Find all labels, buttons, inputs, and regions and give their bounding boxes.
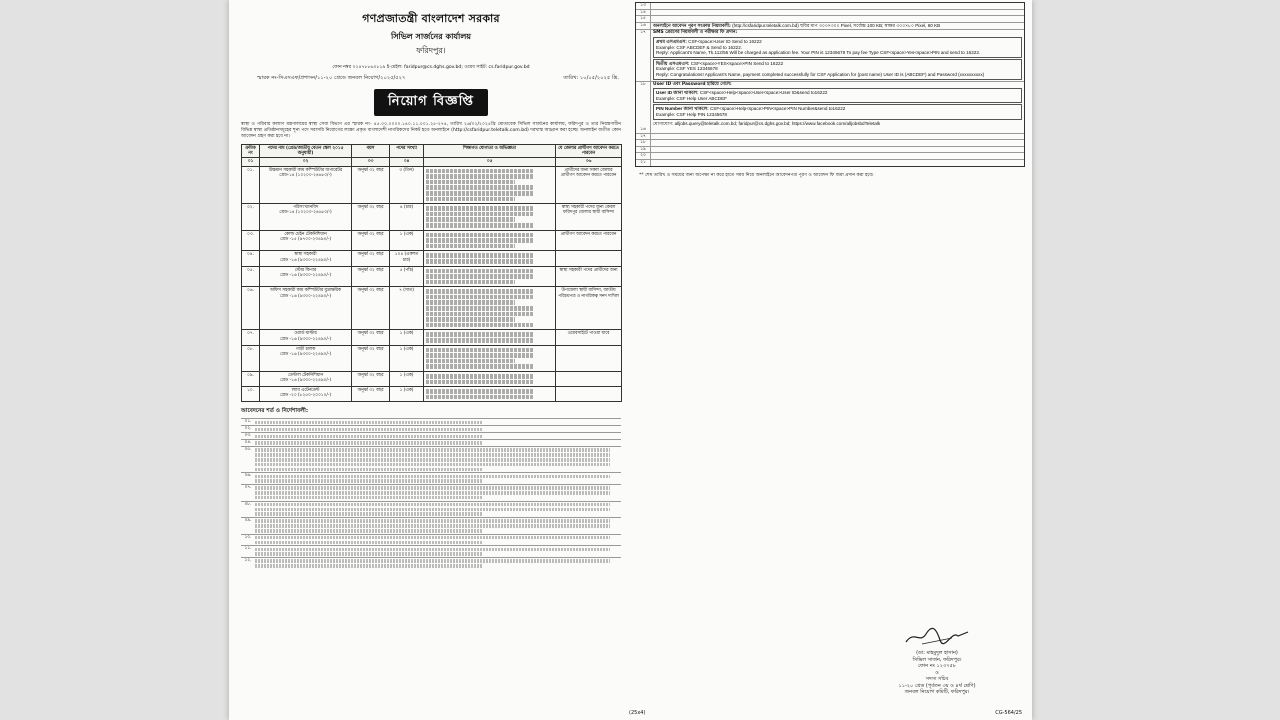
contact-line: যোগাযোগ: alljobs.query@teletalk.com.bd; faridpur@cs.dghs.gov.bd; https://www.facebook.com/alljobsbdTeletalk	[653, 120, 881, 126]
colnum: ০২	[260, 158, 352, 166]
condition-number: ০৬.	[244, 473, 252, 479]
conditions-list	[237, 418, 625, 569]
row-count: ১ (এক)	[390, 330, 424, 345]
condition-item	[241, 484, 621, 501]
condition-item	[241, 534, 621, 546]
condition-number: ০৯.	[244, 518, 252, 524]
row-qualification	[424, 287, 556, 330]
row-number: ১৫	[636, 16, 651, 22]
sms1-example: Example: CSF ABCDEF & Send to 16222.	[656, 44, 743, 50]
deadline-note: ** শেষ তারিখ ও সময়ের জন্য অপেক্ষা না করে হাতে সময় নিয়ে অনলাইনে আবেদনপত্র পূরণ ও আবেদন ফি জমা প্রদান করা হবে।	[639, 172, 874, 178]
signature-block	[882, 626, 992, 696]
row-number: ১৬	[636, 127, 651, 133]
sms2-reply: Reply: Congratulations! Applicant's Name, payment completed successfully for CSF Application for (post name) User ID is (ABCDEF) and Password (xxxxxxxxxx)	[656, 71, 985, 77]
row-number: ১৭	[636, 134, 651, 140]
row-eligible	[556, 372, 622, 387]
table-row	[242, 204, 622, 230]
row-age: অনূর্ধ্ব ৩২ বছর	[352, 251, 390, 266]
signatory-conj: ও	[935, 669, 939, 676]
condition-item	[241, 557, 621, 569]
row-qualification	[424, 204, 556, 230]
lost-pin-command: CSF<space>Help<space>PIN<space>PIN Number&send to16222	[709, 106, 846, 112]
instruction-row	[636, 152, 1024, 159]
row-serial: ০৩.	[242, 230, 260, 251]
colnum: ০৪	[390, 158, 424, 166]
row-eligible: স্বাস্থ্য সহকারী পদের প্রার্থীদের জন্য	[556, 266, 622, 287]
row-serial: ০১.	[242, 166, 260, 204]
row-age: অনূর্ধ্ব ৩২ বছর	[352, 287, 390, 330]
row-number: ১৭	[636, 30, 651, 80]
lost-user-command: CSF<space>Help<space>User<space>User ID&send to16222	[699, 90, 828, 96]
row-eligible	[556, 251, 622, 266]
instruction-row	[636, 15, 1024, 22]
row-post: ডেন্টাল টেকনিশিয়ান গ্রেড -১৬ (৯৩০০-২২৪৯০/-)	[260, 372, 352, 387]
row-count: ১০৪ (একশত চার)	[390, 251, 424, 266]
row-number: ২১	[636, 160, 651, 166]
row-post: গাড়ী চালক গ্রেড -১৬ (৯৩০০-২২৪৯০/-)	[260, 345, 352, 371]
sms2-label: দ্বিতীয় এসএমএস:	[656, 60, 690, 66]
row-eligible	[556, 345, 622, 371]
memo-line	[237, 75, 625, 83]
row-post: উচ্চমান সহকারী কাম কম্পিউটার অপারেটর গ্রেড-১৪ (১০২০০-২৪৬৮০/-)	[260, 166, 352, 204]
row-serial: ০৫.	[242, 266, 260, 287]
row-serial: ০৯.	[242, 372, 260, 387]
row-number: ২০	[636, 153, 651, 159]
instructions-box	[635, 2, 1025, 167]
colnum: ০১	[242, 158, 260, 166]
table-row	[242, 330, 622, 345]
instruction-row	[636, 9, 1024, 16]
handwritten-signature	[902, 626, 972, 648]
col-count: পদের সংখ্যা	[390, 145, 424, 158]
condition-number: ০৫.	[244, 447, 252, 453]
table-row	[242, 230, 622, 251]
conditions-title: আবেদনের শর্ত ও নির্দেশাবলী:	[241, 408, 309, 415]
colnum: ০৬	[556, 158, 622, 166]
instruction-row	[636, 127, 1024, 133]
row-serial: ০৪.	[242, 251, 260, 266]
row-post: অফিস সহকারী কাম কম্পিউটার মুদ্রাক্ষরিক গ্রেড -১৬ (৯৩০০-২২৪৯০/-)	[260, 287, 352, 330]
row-qualification	[424, 372, 556, 387]
row-number: ১৪	[636, 10, 651, 16]
row-number: ১৮	[636, 82, 651, 128]
user-id-label: User ID জানা থাকলে:	[656, 90, 699, 96]
row-count: ১ (এক)	[390, 230, 424, 251]
table-row	[242, 387, 622, 402]
row-qualification	[424, 387, 556, 402]
row-age: অনূর্ধ্ব ৩২ বছর	[352, 330, 390, 345]
row-number: ১৮	[636, 140, 651, 146]
government-title: গণপ্রজাতন্ত্রী বাংলাদেশ সরকার	[362, 12, 500, 25]
lost-credentials-row	[636, 81, 1024, 128]
row-post: কোল্ড চেইন টেকনিশিয়ান গ্রেড -১৫ (৯৭০০-২৩৪৯০/-)	[260, 230, 352, 251]
condition-item	[241, 418, 621, 425]
row-qualification	[424, 345, 556, 371]
condition-item	[241, 472, 621, 484]
row-qualification	[424, 266, 556, 287]
signatory-name: (ডা: মাহমুদুল হাসান)	[916, 650, 958, 656]
condition-number: ০১.	[244, 419, 252, 425]
col-age: বয়স	[352, 145, 390, 158]
row-serial: ০২.	[242, 204, 260, 230]
row-count: ১ (এক)	[390, 387, 424, 402]
circular-header	[237, 10, 625, 116]
signatory-title: সিভিল সার্জন, ফরিদপুর।	[912, 656, 962, 663]
vacancy-table	[241, 144, 622, 402]
row-eligible: ওয়েবসাইটে পাওয়া যাবে	[556, 330, 622, 345]
sms-title: SMS প্রেরণের নিয়মাবলী ও পরীক্ষার ফি প্রদান:	[653, 30, 738, 36]
row-post: স্বাস্থ্য সহকারী গ্রেড -১৬ (৯৩০০-২২৪৯০/-)	[260, 251, 352, 266]
signatory-member: সদস্য সচিব	[925, 676, 949, 682]
condition-number: ১১.	[244, 546, 252, 552]
col-qualification: শিক্ষাগত যোগ্যতা ও অভিজ্ঞতা	[424, 145, 556, 158]
condition-item	[241, 501, 621, 518]
row-age: অনূর্ধ্ব ৩২ বছর	[352, 387, 390, 402]
sms-first-box	[653, 37, 1022, 58]
notice-banner: নিয়োগ বিজ্ঞপ্তি	[374, 89, 488, 116]
signatory-phone: ফোন নং ১২৩৭৫৮	[918, 663, 956, 669]
vacancy-table-colnums	[242, 158, 622, 166]
online-rules-title: অনলাইনে আবেদন পূরণ সংক্রান্ত নিয়মাবলী:	[653, 23, 731, 29]
row-eligible	[556, 387, 622, 402]
row-count: ১ (এক)	[390, 345, 424, 371]
job-circular-page	[229, 0, 1032, 720]
condition-number: ১০.	[244, 534, 252, 540]
col-eligible: যে জেলার প্রার্থীগণ আবেদন করতে পারবেন	[556, 145, 622, 158]
table-row	[242, 251, 622, 266]
memo-number: স্মারক নং-সিএসএফ/প্রশাসন/১১-২০ গ্রেডে জনবল নিয়োগ/২০২৫/৫২৭	[257, 75, 406, 81]
office-contact: ফোন নম্বর ০২৪৭৮৮৬০৮১৯ ই-মেইল: faridpur@cs.dghs.gov.bd; ওয়েব সাইট: cs.faridpur.gov.bd	[332, 65, 530, 70]
table-row	[242, 345, 622, 371]
sms1-command: CSF<space>User ID Send to 16222	[688, 38, 762, 44]
row-age: অনূর্ধ্ব ৩২ বছর	[352, 204, 390, 230]
lost-user-example: Example: CSF Help User ABCDEF	[656, 95, 727, 101]
row-count: ৫ (পাঁচ)	[390, 266, 424, 287]
row-age: অনূর্ধ্ব ৩২ বছর	[352, 230, 390, 251]
right-column	[635, 0, 1025, 720]
row-age: অনূর্ধ্ব ৩২ বছর	[352, 266, 390, 287]
instruction-row	[636, 159, 1024, 166]
lost-title: User ID এবং Password হারিয়ে গেলে:	[653, 81, 732, 87]
instruction-row	[636, 133, 1024, 140]
row-post: স্টোর কিপার গ্রেড -১৬ (৯৩০০-২২৪৯০/-)	[260, 266, 352, 287]
row-eligible: স্বাস্থ্য সহকারী পদের জন্য কেবল ফরিদপুর জেলার স্থায়ী বাসিন্দা	[556, 204, 622, 230]
row-number: ১৯	[636, 147, 651, 153]
row-serial: ১০.	[242, 387, 260, 402]
condition-item	[241, 432, 621, 439]
row-number: ১৩	[636, 3, 651, 9]
row-post: পরিসংখ্যানবিদ গ্রেড-১৪ (১০২০০-২৪৬৮০/-)	[260, 204, 352, 230]
intro-paragraph: স্বাস্থ্য ও পরিবার কল্যাণ মন্ত্রণালয়ের স্বাস্থ্য সেবা বিভাগ এর স্মারক নং- ৪৫.০০.০০০০.১৪০.১১.০০১.২৫-২৭৪, তারিখ ২৬/০২/২০২৫খ্রি মোতাবেক সিভিল সার্জনের কার্যালয়, ফরিদপুর ও তার নিয়ন্ত্রণাধীন বিভিন্ন স্বাস্থ্য প্রতিষ্ঠানসমূহের শূন্য পদে সরাসরি নিয়োগের লক্ষ্যে প্রকৃত বাংলাদেশী নাগরিকদের নিকট হতে অনলাইনে (http://csfaridpur.teletalk.com.bd) দরখাস্ত আহ্বান করা হচ্ছে। অনলাইন ব্যতীত কোন আবেদন গ্রহণ করা হবে না।	[241, 122, 621, 139]
condition-item	[241, 545, 621, 557]
row-serial: ০৭.	[242, 330, 260, 345]
memo-date: তারিখ: ১০/০৫/২০২৫ খ্রি.	[563, 75, 619, 81]
row-count: ১ (এক)	[390, 372, 424, 387]
table-row	[242, 372, 622, 387]
condition-number: ০৮.	[244, 501, 252, 507]
row-age: অনূর্ধ্ব ৩২ বছর	[352, 372, 390, 387]
condition-number: ০৭.	[244, 485, 252, 491]
lost-user-box	[653, 88, 1022, 103]
condition-item	[241, 446, 621, 472]
row-age: অনূর্ধ্ব ৩২ বছর	[352, 345, 390, 371]
row-count: ৭ (সাত)	[390, 287, 424, 330]
cg-code: CG-564/25	[995, 710, 1022, 716]
table-row	[242, 166, 622, 204]
row-age: অনূর্ধ্ব ৩২ বছর	[352, 166, 390, 204]
office-name: সিভিল সার্জনের কার্যালয়	[390, 32, 472, 41]
sms2-example: Example: CSF YES 12345678	[656, 66, 718, 72]
row-number: ১৬	[636, 23, 651, 30]
online-rules-row	[636, 22, 1024, 30]
condition-number: ১২.	[244, 558, 252, 564]
instruction-row	[636, 146, 1024, 153]
online-url: (http://csfaridpur.teletalk.com.bd)	[732, 22, 799, 28]
lost-pin-example: Example: CSF Help PIN 12345678	[656, 111, 727, 117]
colnum: ০৩	[352, 158, 390, 166]
instruction-row	[636, 139, 1024, 146]
col-serial: ক্রমিক নং	[242, 145, 260, 158]
col-post: পদের নাম (গ্রেড/জাতীয় বেতন স্কেল ২০১৫ অনুযায়ী)	[260, 145, 352, 158]
instruction-row	[636, 3, 1024, 9]
signatory-committee2: জনবল নিয়োগ কমিটি, ফরিদপুর।	[904, 689, 970, 695]
signatory-committee: ১১-২০ গ্রেড (পূর্বতন ৩য় ও ৪র্থ শ্রেণি)	[898, 682, 976, 689]
left-column	[237, 0, 625, 720]
condition-item	[241, 517, 621, 534]
row-count: ৪ (চার)	[390, 204, 424, 230]
sms1-label: প্রথম এসএমএস:	[656, 38, 687, 44]
print-size-code: (25x4)	[629, 710, 646, 716]
office-city: ফরিদপুর।	[416, 46, 446, 55]
row-serial: ০৮.	[242, 345, 260, 371]
vacancy-table-header	[242, 145, 622, 158]
row-eligible: উপজেলা স্থায়ী বাসিন্দা, জাতীয় পরিচয়পত্র ও নাগরিকত্ব সনদ দাখিল	[556, 287, 622, 330]
row-qualification	[424, 251, 556, 266]
photo-note: ছবির মাপ ৩০০×৩০০ Pixel, সর্বোচ্চ 100 KB; স্বাক্ষর ৩০০×৮০ Pixel, 60 KB	[800, 22, 941, 28]
pin-label: PIN Number জানা থাকলে:	[656, 106, 709, 112]
condition-item	[241, 425, 621, 432]
row-serial: ০৬.	[242, 287, 260, 330]
row-eligible: প্রার্থীদের জন্য সকল জেলার প্রার্থীগণ আবেদন করতে পারবেন	[556, 166, 622, 204]
row-qualification	[424, 230, 556, 251]
table-row	[242, 287, 622, 330]
row-qualification	[424, 166, 556, 204]
row-qualification	[424, 330, 556, 345]
colnum: ০৫	[424, 158, 556, 166]
sms-row	[636, 29, 1024, 80]
condition-number: ০৪.	[244, 440, 252, 446]
row-eligible: প্রার্থীগণ আবেদন করতে পারবেন	[556, 230, 622, 251]
sms1-reply: Reply: Applicant's Name, Tk.112/56 Will be charged as application fee. Your PIN is 12345678 To pay fee Type CSF<space>Yes<space>PIN and send to 16222.	[656, 50, 981, 56]
row-post: ল্যাব এটেনডেন্ট গ্রেড -২০ (৮২৫০-২০০১০/-)	[260, 387, 352, 402]
row-count: ৩ (তিন)	[390, 166, 424, 204]
table-row	[242, 266, 622, 287]
condition-number: ০২.	[244, 426, 252, 432]
condition-item	[241, 439, 621, 446]
lost-pin-box	[653, 104, 1022, 119]
condition-number: ০৩.	[244, 433, 252, 439]
row-post: ওয়ার্ড মাস্টার গ্রেড -১৬ (৯৩০০-২২৪৯০/-)	[260, 330, 352, 345]
sms2-command: CSF<space>YES<space>PIN Send to 16222	[690, 60, 784, 66]
sms-second-box	[653, 59, 1022, 80]
